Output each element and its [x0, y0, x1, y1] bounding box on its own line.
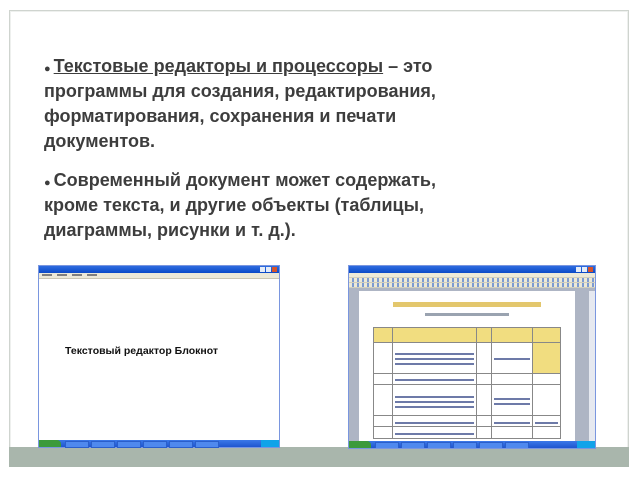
notepad-caption: Текстовый редактор Блокнот: [65, 345, 219, 357]
bullet1-line2: программы для создания, редактирования,: [44, 81, 436, 101]
taskbar-item[interactable]: [169, 441, 193, 448]
close-icon[interactable]: [272, 267, 277, 272]
menu-item[interactable]: [72, 274, 82, 276]
taskbar-item[interactable]: [91, 441, 115, 448]
notepad-titlebar: [39, 266, 279, 273]
notepad-text-area[interactable]: [39, 279, 279, 440]
start-button[interactable]: [349, 441, 371, 448]
taskbar-item[interactable]: [453, 442, 477, 449]
bullet-dot-icon: ●: [44, 177, 51, 189]
maximize-icon[interactable]: [582, 267, 587, 272]
taskbar: [39, 440, 279, 447]
doc-table: [373, 327, 561, 439]
minimize-icon[interactable]: [576, 267, 581, 272]
word-format-toolbar: [349, 283, 595, 288]
menu-item[interactable]: [42, 274, 52, 276]
taskbar-item[interactable]: [117, 441, 141, 448]
taskbar-item[interactable]: [401, 442, 425, 449]
maximize-icon[interactable]: [266, 267, 271, 272]
taskbar-item[interactable]: [195, 441, 219, 448]
word-document-page[interactable]: [359, 291, 575, 443]
bullet-dot-icon: ●: [44, 63, 51, 75]
menu-item[interactable]: [57, 274, 67, 276]
bullet2-line2: кроме текста, и другие объекты (таблицы,: [44, 195, 424, 215]
bullet1-line3: форматирования, сохранения и печати: [44, 106, 397, 126]
bullet2-line3: диаграммы, рисунки и т. д.).: [44, 220, 296, 240]
system-tray: [261, 440, 279, 447]
term-text-editors: Текстовые редакторы и процессоры: [53, 56, 384, 76]
taskbar-item[interactable]: [427, 442, 451, 449]
bullet2-line1: Современный документ может содержать,: [53, 170, 436, 190]
close-icon[interactable]: [588, 267, 593, 272]
taskbar-item[interactable]: [143, 441, 167, 448]
taskbar-item[interactable]: [65, 441, 89, 448]
minimize-icon[interactable]: [260, 267, 265, 272]
word-titlebar: [349, 266, 595, 273]
start-button[interactable]: [39, 440, 61, 447]
bullet-modern-document: [44, 168, 544, 243]
menu-item[interactable]: [87, 274, 97, 276]
word-screenshot: [348, 265, 596, 449]
slide-footer-bar: [9, 447, 629, 467]
doc-title-block: [393, 302, 541, 307]
taskbar-item[interactable]: [479, 442, 503, 449]
bullet1-line4: документов.: [44, 131, 156, 151]
taskbar: [349, 441, 595, 448]
bullet-definition: [44, 54, 544, 154]
taskbar-item[interactable]: [505, 442, 529, 449]
doc-subtitle-block: [425, 313, 509, 316]
taskbar-item[interactable]: [375, 442, 399, 449]
notepad-screenshot: [38, 265, 280, 448]
bullet1-line1-rest: – это: [383, 56, 433, 76]
system-tray: [577, 441, 595, 448]
vertical-scrollbar[interactable]: [589, 291, 595, 441]
